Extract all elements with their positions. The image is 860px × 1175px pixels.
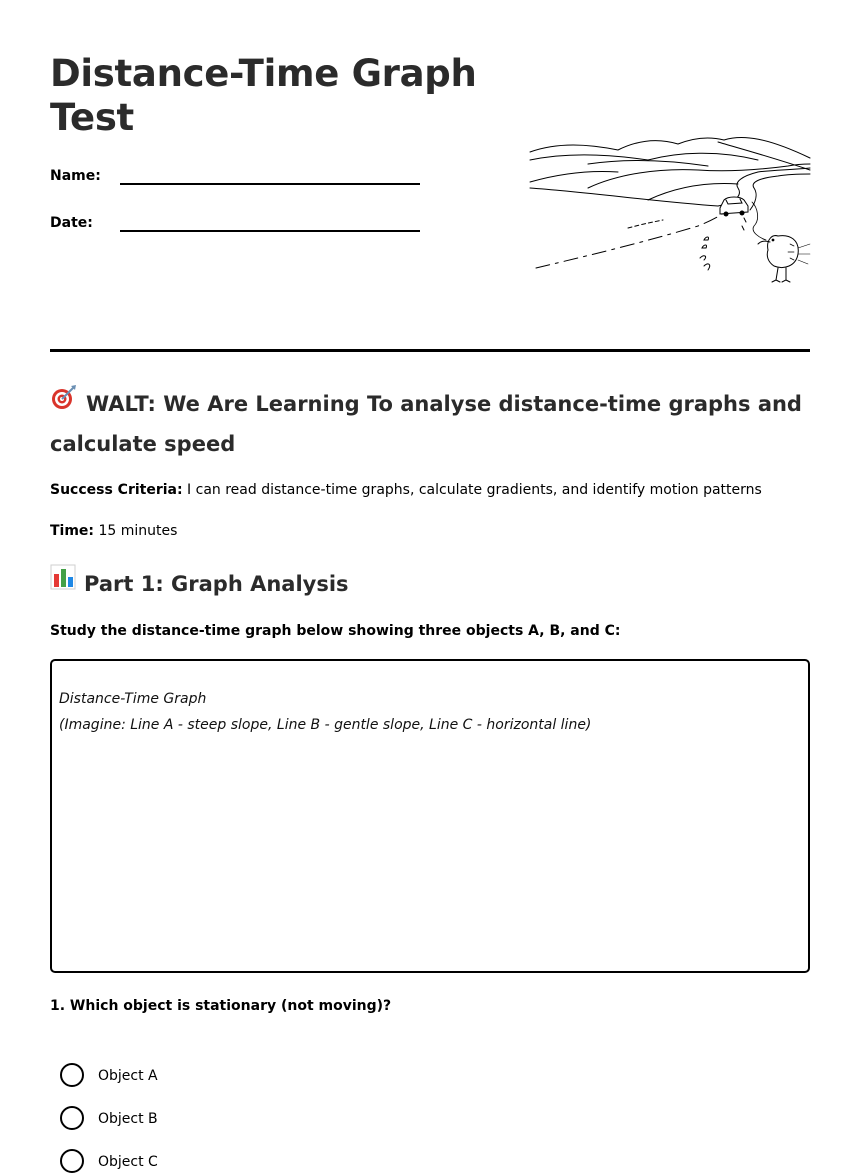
target-icon [50,383,78,423]
page-title: Distance-Time Graph Test [50,52,477,139]
time-info [50,522,810,540]
road-landscape-illustration [528,130,812,288]
name-field-row [50,167,420,197]
success-criteria-text: I can read distance-time graphs, calculate gradients, and identify motion patterns [182,482,762,498]
part1-instruction: Study the distance-time graph below showing three objects A, B, and C: [50,623,621,639]
date-input-line[interactable] [120,230,420,232]
bar-chart-icon [50,564,76,602]
success-criteria-label: Success Criteria: [50,482,183,498]
time-value: 15 minutes [94,523,178,539]
header-divider [50,349,810,352]
radio-button[interactable] [60,1149,84,1173]
question-1: 1. Which object is stationary (not moving)? [50,998,392,1014]
radio-button[interactable] [60,1106,84,1130]
graph-placeholder-box [50,659,810,973]
graph-placeholder-text [59,686,591,738]
date-label: Date: [50,215,93,231]
option-label: Object B [98,1111,158,1127]
option-object-b[interactable] [60,1106,360,1132]
graph-note: (Imagine: Line A - steep slope, Line B - gentle slope, Line C - horizontal line) [59,717,592,733]
walt-heading-text: WALT: We Are Learning To analyse distance-time graphs and calculate speed [50,392,802,456]
graph-title: Distance-Time Graph [59,691,207,707]
option-object-c[interactable] [60,1149,360,1175]
option-label: Object A [98,1068,158,1084]
name-input-line[interactable] [120,183,420,185]
date-field-row [50,214,420,244]
name-label: Name: [50,168,101,184]
option-label: Object C [98,1154,158,1170]
part1-heading [50,565,810,604]
radio-button[interactable] [60,1063,84,1087]
walt-heading [50,385,810,463]
time-label: Time: [50,523,95,539]
option-object-a[interactable] [60,1063,360,1089]
part1-heading-text: Part 1: Graph Analysis [84,572,349,596]
success-criteria [50,481,810,499]
